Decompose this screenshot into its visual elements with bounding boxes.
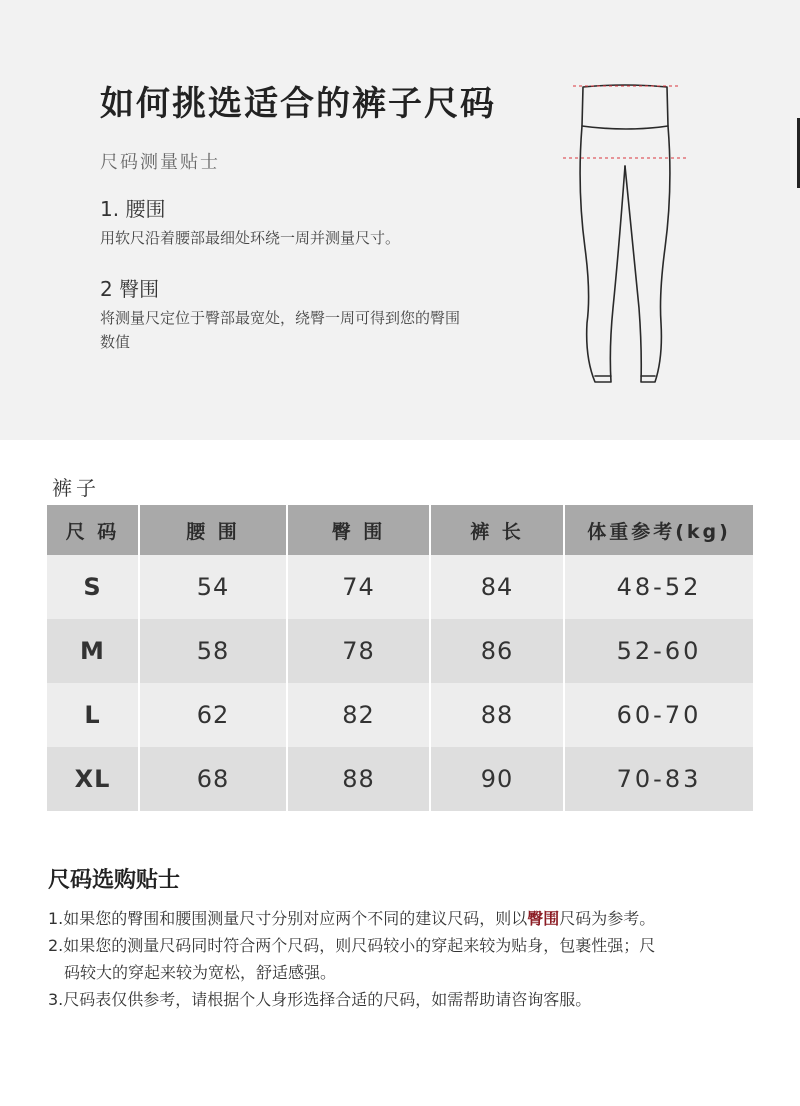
- length-cell: 90: [430, 747, 564, 811]
- tip-hip-text: 将测量尺定位于臀部最宽处，绕臀一周可得到您的臀围数值: [100, 309, 461, 351]
- buying-tip-2: [48, 932, 738, 986]
- buying-tip-2-line1: 2.如果您的测量尺码同时符合两个尺码，则尺码较小的穿起来较为贴身，包裹性强；尺: [48, 936, 656, 955]
- tip-waist: [100, 193, 480, 250]
- hip-cell: 78: [287, 619, 430, 683]
- header-waist: 腰 围: [139, 505, 287, 555]
- length-cell: 86: [430, 619, 564, 683]
- tip-hip: [100, 273, 480, 354]
- waist-cell: 54: [139, 555, 287, 619]
- table-label: 裤子: [52, 476, 100, 500]
- length-cell: 88: [430, 683, 564, 747]
- tip-waist-text: 用软尺沿着腰部最细处环绕一周并测量尺寸。: [100, 229, 401, 247]
- buying-tip-3-text: 3.尺码表仅供参考，请根据个人身形选择合适的尺码，如需帮助请咨询客服。: [48, 990, 592, 1009]
- hip-cell: 82: [287, 683, 430, 747]
- leggings-measurement-icon: [555, 78, 695, 398]
- guide-subtitle: 尺码测量贴士: [100, 152, 220, 173]
- page-title: 如何挑选适合的裤子尺码: [100, 84, 496, 124]
- tip-waist-heading: 1. 腰围: [100, 197, 166, 221]
- weight-cell: 70-83: [564, 747, 753, 811]
- buying-tip-3: [48, 986, 738, 1013]
- table-row: [47, 747, 753, 811]
- table-row: [47, 683, 753, 747]
- tip-hip-heading: 2 臀围: [100, 277, 160, 301]
- measurement-guide-panel: [0, 0, 800, 440]
- size-cell: S: [47, 555, 139, 619]
- header-size: 尺 码: [47, 505, 139, 555]
- length-cell: 84: [430, 555, 564, 619]
- header-weight: 体重参考(kg): [564, 505, 753, 555]
- table-row: [47, 619, 753, 683]
- buying-tips-title: 尺码选购贴士: [48, 868, 181, 893]
- table-header-row: [47, 505, 753, 555]
- left-leg-outline: [580, 126, 625, 382]
- hip-cell: 88: [287, 747, 430, 811]
- highlight-hip: 臀围: [527, 909, 560, 928]
- header-hip: 臀 围: [287, 505, 430, 555]
- size-table: [47, 505, 753, 811]
- weight-cell: 60-70: [564, 683, 753, 747]
- buying-tips-list: [48, 905, 738, 1013]
- buying-tip-1-text: 1.如果您的臀围和腰围测量尺寸分别对应两个不同的建议尺码，则以: [48, 909, 528, 928]
- buying-tip-1-end: 尺码为参考。: [559, 909, 656, 928]
- buying-tip-2-line2: 码较大的穿起来较为宽松，舒适感强。: [64, 963, 337, 982]
- waist-cell: 58: [139, 619, 287, 683]
- size-cell: L: [47, 683, 139, 747]
- right-leg-outline: [625, 126, 670, 382]
- hip-cell: 74: [287, 555, 430, 619]
- header-length: 裤 长: [430, 505, 564, 555]
- waist-cell: 62: [139, 683, 287, 747]
- buying-tip-1: [48, 905, 738, 932]
- waistband-icon: [582, 85, 668, 129]
- weight-cell: 52-60: [564, 619, 753, 683]
- size-cell: XL: [47, 747, 139, 811]
- waist-cell: 68: [139, 747, 287, 811]
- weight-cell: 48-52: [564, 555, 753, 619]
- size-cell: M: [47, 619, 139, 683]
- table-row: [47, 555, 753, 619]
